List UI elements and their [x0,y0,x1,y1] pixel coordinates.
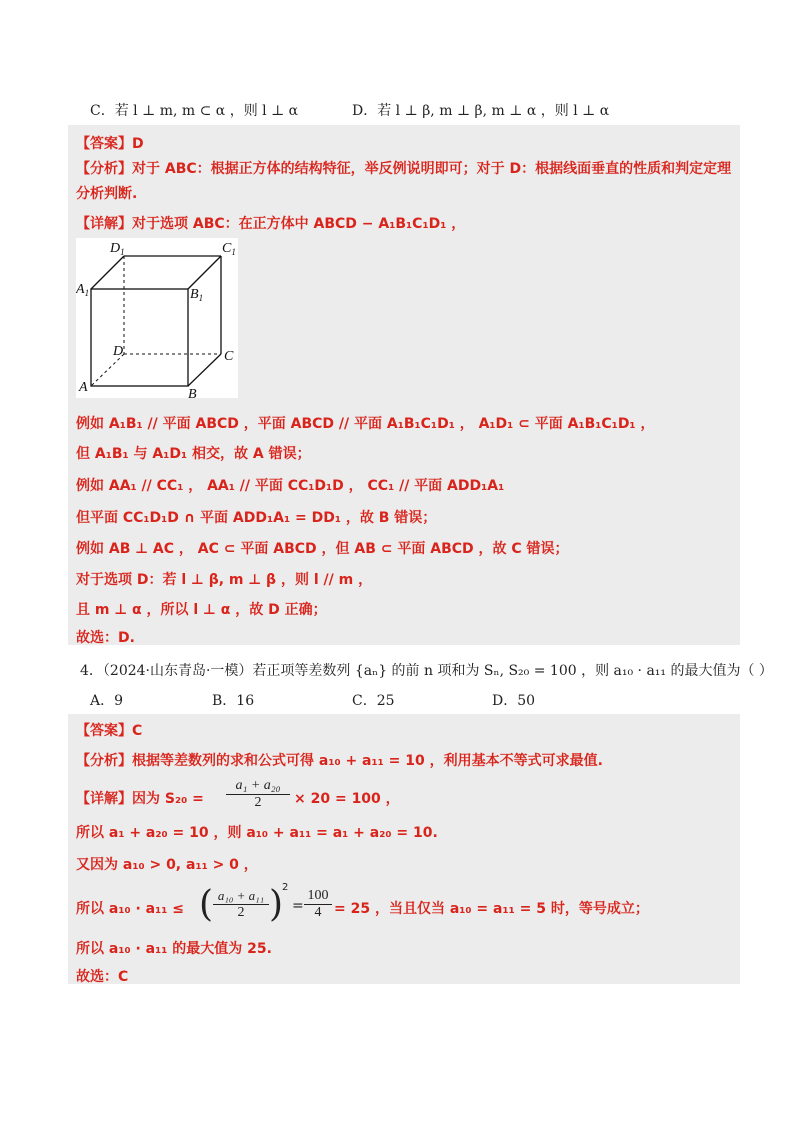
q3-analysis-line-2: 分析判断. [76,186,138,202]
cube-label-b1: $B_1$ [190,287,204,303]
q4-ineq-suffix: = 25 ，当且仅当 a₁₀ = a₁₁ = 5 时，等号成立； [334,901,649,917]
q4-ineq-paren-open: ( [199,884,214,925]
q4-frac-den: 2 [254,795,262,810]
q3-detail-line-6: 对于选项 D：若 l ⊥ β, m ⊥ β ，则 l // m ， [76,572,373,588]
q4-analysis: 【分析】根据等差数列的求和公式可得 a₁₀ + a₁₁ = 10 ，利用基本不等式可求最值. [76,753,603,769]
q4-frac-num: a₁ + a₂₀ [226,778,290,795]
q3-detail-line-7: 且 m ⊥ α ，所以 l ⊥ α ，故 D 正确； [76,602,327,618]
cube-label-a: A [79,380,88,395]
cube-label-d1: $D_1$ [110,241,125,257]
q4-stem: 4．（2024·山东青岛·一模）若正项等差数列 {aₙ} 的前 n 项和为 Sₙ, S₂₀ = 100 ，则 a₁₀ · a₁₁ 的最大值为（ ） [80,663,773,679]
q4-ineq-exponent: 2 [282,882,289,893]
cube-label-d: D [113,344,124,359]
q3-detail-line-5: 例如 AB ⊥ AC ， AC ⊂ 平面 ABCD ，但 AB ⊂ 平面 ABCD ，故 C 错误； [76,541,569,557]
q4-answer: 【答案】C [76,723,143,739]
q3-option-d: D．若 l ⊥ β, m ⊥ β, m ⊥ α ，则 l ⊥ α [352,103,610,119]
q3-detail-line-3: 例如 AA₁ // CC₁ ， AA₁ // 平面 CC₁D₁D ， CC₁ // 平面 ADD₁A₁ [76,478,505,494]
q3-detail-line-8: 故选：D. [76,630,135,646]
q3-answer: 【答案】D [76,136,144,152]
q3-option-c: C．若 l ⊥ m, m ⊂ α ，则 l ⊥ α [90,103,299,119]
q4-detail-prefix: 【详解】因为 S₂₀ = [76,791,204,807]
q4-ineq-paren-close: ) [269,884,284,925]
q4-ineq-fraction [213,888,269,921]
q3-detail-line-4: 但平面 CC₁D₁D ∩ 平面 ADD₁A₁ = DD₁ ，故 B 错误； [76,510,437,526]
q4-ineq-frac-den: 2 [237,905,245,920]
q4-ineq-frac2-num: 100 [304,888,332,905]
q4-option-b: B．16 [212,693,255,709]
q4-option-c: C．25 [352,693,395,709]
q4-option-d: D．50 [492,693,536,709]
q3-detail-line-1: 例如 A₁B₁ // 平面 ABCD ，平面 ABCD // 平面 A₁B₁C₁D₁ ， A₁D₁ ⊂ 平面 A₁B₁C₁D₁ ， [76,416,655,432]
q4-ineq-frac-num: a₁₀ + a₁₁ [213,888,269,905]
cube-label-b: B [188,387,197,398]
q4-detail-suffix: × 20 = 100 ， [294,791,400,807]
q4-ineq-fraction-2 [304,888,332,921]
q4-detail-line-4: 所以 a₁₀ · a₁₁ 的最大值为 25. [76,941,272,957]
q3-analysis-line-1: 【分析】对于 ABC：根据正方体的结构特征，举反例说明即可；对于 D：根据线面垂直的性质和判定定理 [76,161,732,177]
cube-label-c1: $C_1$ [222,241,236,257]
q4-detail-line-5: 故选：C [76,969,129,985]
q3-detail-intro: 【详解】对于选项 ABC：在正方体中 ABCD − A₁B₁C₁D₁ ， [76,216,466,232]
cube-label-a1: $A_1$ [76,282,90,298]
q4-ineq-prefix: 所以 a₁₀ · a₁₁ ≤ [76,901,184,917]
q4-option-a: A．9 [90,693,124,709]
q4-ineq-equals: = [292,898,304,914]
cube-label-c: C [224,349,234,364]
q3-detail-line-2: 但 A₁B₁ 与 A₁D₁ 相交，故 A 错误； [76,446,311,462]
q4-detail-fraction [226,778,290,811]
q4-answer-block [68,714,740,984]
q4-detail-line-1: 所以 a₁ + a₂₀ = 10 ，则 a₁₀ + a₁₁ = a₁ + a₂₀ = 10. [76,825,438,841]
q4-ineq-frac2-den: 4 [314,905,322,920]
cube-figure [76,238,238,398]
q4-detail-line-2: 又因为 a₁₀ > 0, a₁₁ > 0 ， [76,857,258,873]
